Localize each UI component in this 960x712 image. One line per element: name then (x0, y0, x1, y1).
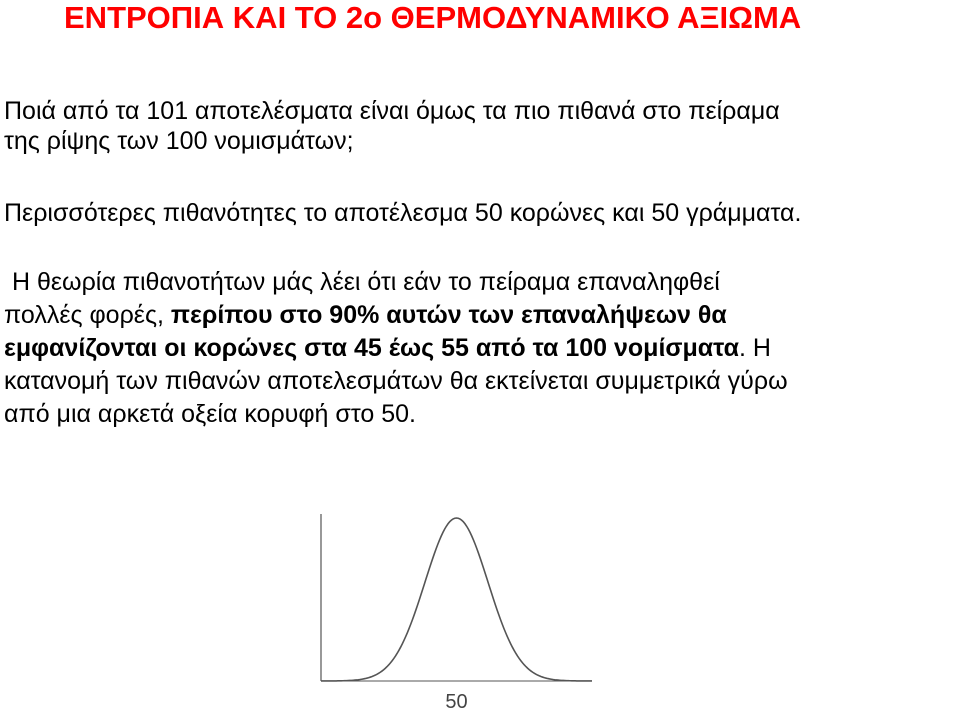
question-text (4, 96, 780, 156)
explanation-line-3 (4, 332, 788, 365)
explanation-line-5: από μια αρκετά οξεία κορυφή στο 50. (4, 400, 416, 428)
explanation-line-1-text: Η θεωρία πιθανοτήτων μάς λέει ότι εάν το πείραμα επαναληφθεί (12, 268, 720, 296)
explanation-line-3-bold: εμφανίζονται οι κορώνες στα 45 έως 55 από τα 100 νομίσματα (4, 334, 740, 362)
explanation-line-1 (4, 266, 788, 299)
explanation-line-4: κατανομή των πιθανών αποτελεσμάτων θα εκτείνεται συμμετρικά γύρω (4, 367, 788, 395)
explanation-line-2-bold: περίπου στο 90% αυτών των επαναλήψεων θα (170, 301, 727, 329)
distribution-chart (312, 510, 602, 710)
answer-text: Περισσότερες πιθανότητες το αποτέλεσμα 50 κορώνες και 50 γράμματα. (4, 199, 802, 227)
explanation-line-3-plain: . Η (739, 334, 771, 362)
distribution-curve (321, 518, 592, 681)
distribution-chart-svg (312, 510, 602, 710)
slide-title: ΕΝΤΡΟΠΙΑ ΚΑΙ ΤΟ 2ο ΘΕΡΜΟΔΥΝΑΜΙΚΟ ΑΞΙΩΜΑ (64, 0, 802, 35)
x-tick-label: 50 (445, 691, 468, 710)
question-line-2: της ρίψης των 100 νομισμάτων; (4, 127, 354, 155)
explanation-line-2-plain: πολλές φορές, (4, 301, 171, 329)
explanation-text (4, 266, 788, 431)
question-line-1: Ποιά από τα 101 αποτελέσματα είναι όμως τα πιο πιθανά στο πείραμα (4, 97, 780, 125)
explanation-line-2 (4, 299, 788, 332)
